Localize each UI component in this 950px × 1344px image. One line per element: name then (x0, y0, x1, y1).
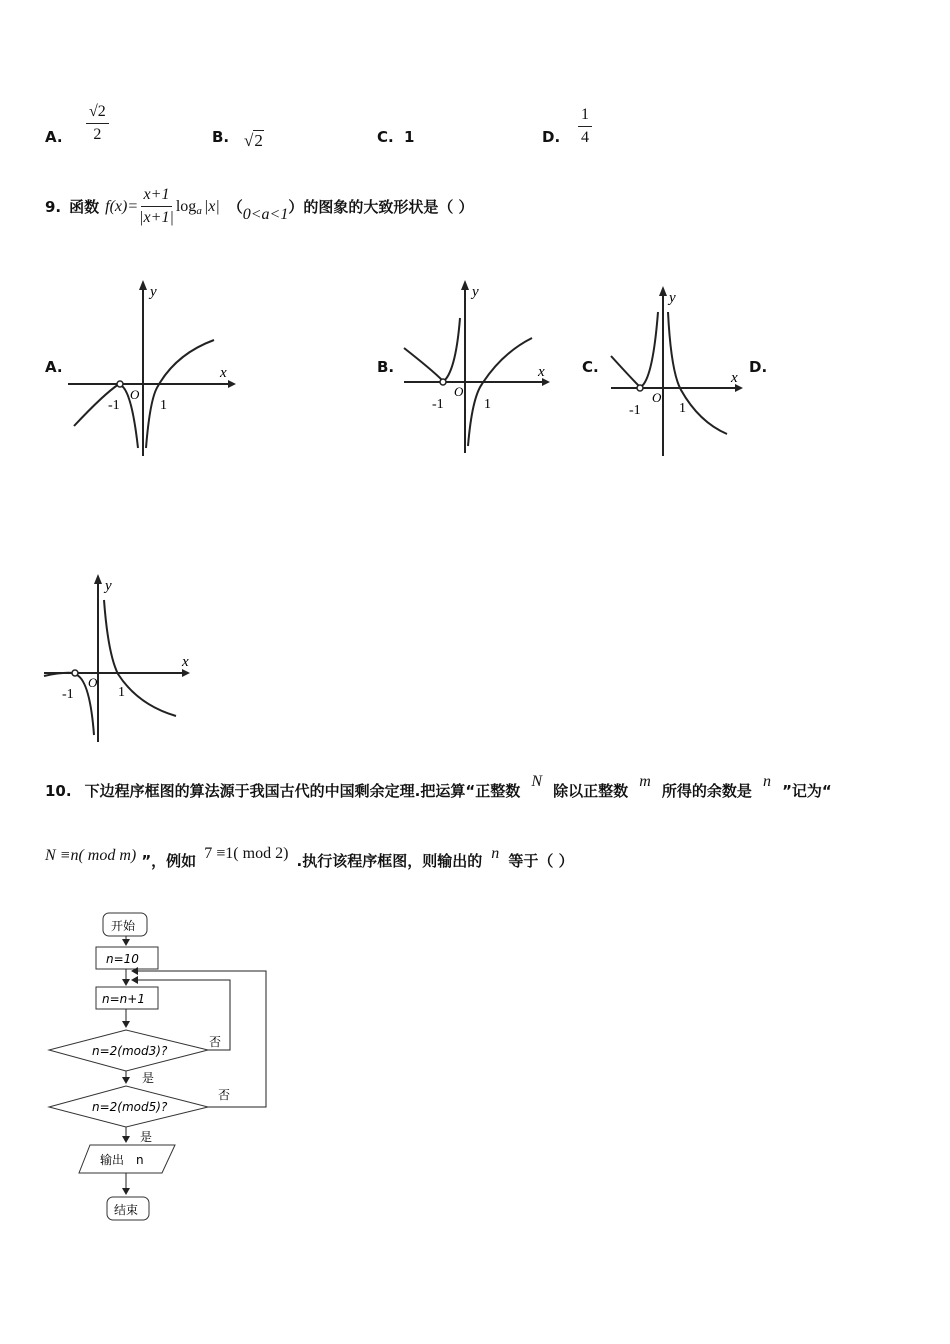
graph-d-y-label: y (105, 578, 112, 594)
q10-expr2: 7 ≡1( mod 2) (204, 845, 289, 862)
q9-fraction (139, 186, 174, 227)
flow-end-text: 结束 (114, 1203, 139, 1217)
graph-b-y-label: y (472, 284, 479, 300)
option-b-label: B. (212, 128, 230, 146)
q9-open-paren: （ (227, 198, 243, 216)
flow-cond1-no: 否 (209, 1035, 222, 1049)
option-d-numerator: 1 (578, 106, 592, 127)
q10-m: m (639, 773, 651, 790)
q9-condition: 0<a<1 (242, 205, 289, 223)
q10-N: N (531, 773, 542, 790)
flow-cond2-text: n=2(mod5)? (92, 1100, 168, 1114)
q9-denominator: |x+1| (139, 209, 174, 226)
option-b-radicand: 2 (254, 131, 263, 150)
graph-c-y-label: y (669, 290, 676, 306)
q9-log-base: a (196, 204, 202, 217)
q9-number: 9. (45, 197, 62, 216)
graph-c-one: 1 (679, 401, 686, 416)
graph-b (402, 278, 557, 458)
graph-b-x-label: x (538, 364, 545, 380)
flow-init-text: n=10 (106, 952, 139, 966)
flow-cond1-text: n=2(mod3)? (92, 1044, 168, 1058)
q9-log: log (175, 197, 197, 215)
q10-number: 10. (45, 782, 72, 800)
option-b-sqrt: √2 (244, 131, 263, 150)
q10-text3: 所得的余数是 (661, 782, 752, 800)
flow-step-text: n=n+1 (102, 992, 145, 1006)
graph-d-label: D. (749, 358, 768, 376)
option-a-fraction (86, 103, 109, 144)
q10-text5: ”，例如 (141, 852, 197, 870)
option-c-label: C. (377, 128, 394, 146)
graph-b-one: 1 (484, 397, 491, 412)
graph-b-origin: O (454, 384, 464, 399)
graph-d-minus-one: -1 (62, 687, 74, 702)
graph-d-origin: O (88, 675, 98, 690)
flow-cond2-yes: 是 (140, 1130, 153, 1144)
graph-a (66, 278, 236, 458)
graph-a-minus-one: -1 (108, 398, 120, 413)
option-d-denominator: 4 (581, 129, 589, 146)
graph-a-x-label: x (220, 365, 227, 381)
graph-a-one: 1 (160, 398, 167, 413)
graph-a-label: A. (45, 358, 63, 376)
graph-c-label: C. (582, 358, 599, 376)
q9-fx: f(x)= (105, 197, 139, 215)
q10-n2: n (491, 845, 500, 862)
flow-output-text: 输出 n (100, 1153, 144, 1167)
graph-d-x-label: x (182, 654, 189, 670)
graph-a-y-label: y (150, 284, 157, 300)
graph-a-origin: O (130, 387, 140, 402)
q9-numerator: x+1 (141, 186, 173, 207)
option-a-denominator: 2 (93, 126, 102, 143)
flow-cond2-no: 否 (218, 1088, 231, 1102)
q10-text6: .执行该程序框图，则输出的 (296, 852, 483, 870)
option-a-numerator: √2 (86, 103, 109, 124)
flow-cond1-yes: 是 (142, 1071, 155, 1085)
q10-expr1: N ≡n( mod m) (45, 847, 137, 864)
option-d-fraction (578, 106, 592, 147)
graph-b-label: B. (377, 358, 395, 376)
graph-d (42, 570, 200, 746)
graph-c-minus-one: -1 (629, 403, 641, 418)
option-d-label: D. (542, 128, 561, 146)
graph-c (607, 282, 747, 460)
question-10-line2 (45, 845, 574, 871)
graph-c-origin: O (652, 390, 662, 405)
option-c-value: 1 (404, 128, 415, 146)
q10-text4: ”记为“ (782, 782, 832, 800)
q10-text2: 除以正整数 (553, 782, 629, 800)
flowchart (44, 905, 284, 1230)
graph-d-one: 1 (118, 685, 125, 700)
question-9 (45, 186, 474, 227)
question-10-line1 (45, 773, 832, 801)
q10-text7: 等于（ ） (508, 852, 574, 870)
graph-b-minus-one: -1 (432, 397, 444, 412)
q9-tail: ）的图象的大致形状是（ ） (288, 198, 474, 216)
graph-c-x-label: x (731, 370, 738, 386)
q9-log-arg: |x| (203, 197, 220, 215)
flow-start-text: 开始 (111, 919, 136, 933)
option-a-label: A. (45, 128, 63, 146)
q9-word: 函数 (69, 198, 100, 216)
q10-n: n (762, 773, 771, 790)
q10-text1: 下边程序框图的算法源于我国古代的中国剩余定理.把运算“正整数 (84, 782, 521, 800)
